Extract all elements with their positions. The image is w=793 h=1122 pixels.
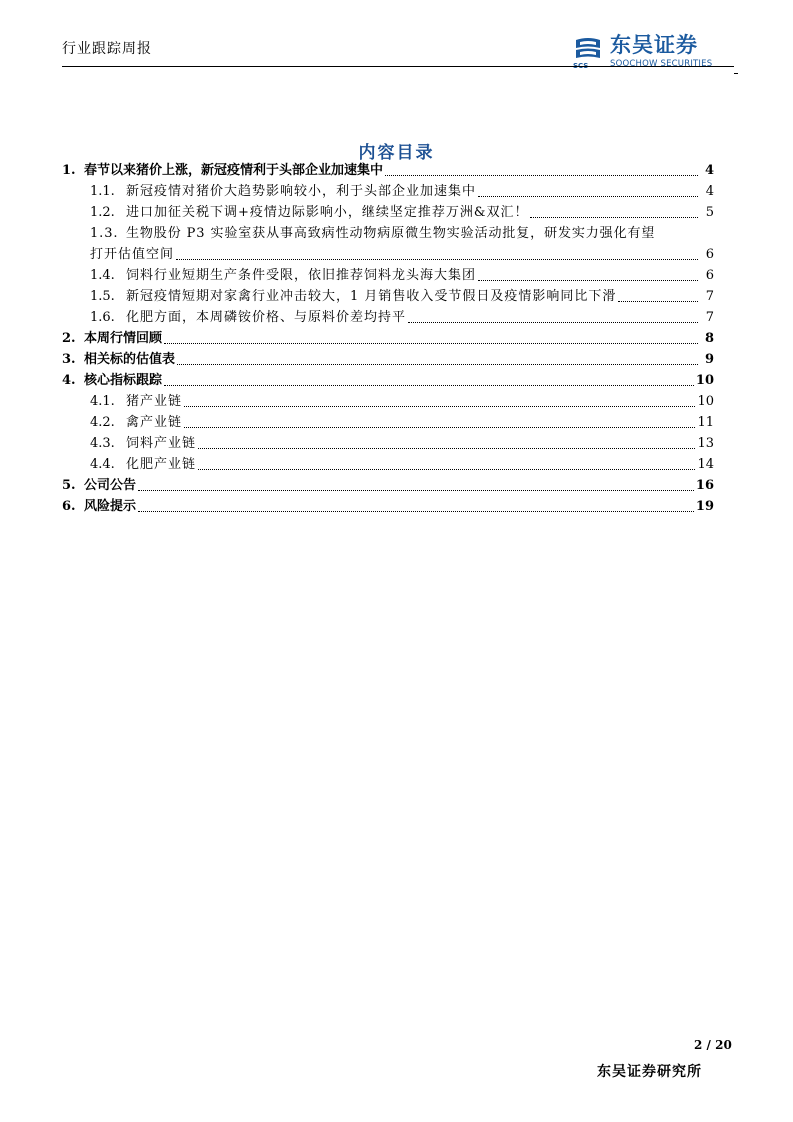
toc-entry-page: 9 xyxy=(704,352,714,367)
toc-entry-text: 饲料行业短期生产条件受限，依旧推荐饲料龙头海大集团 xyxy=(126,268,477,283)
toc-entry-3[interactable] xyxy=(62,351,714,369)
toc-entry-page: 10 xyxy=(697,394,714,409)
toc-leader-dots xyxy=(164,342,698,344)
toc-entry-page: 7 xyxy=(705,289,714,304)
toc-entry-page: 5 xyxy=(705,205,714,220)
toc-leader-dots xyxy=(385,174,698,176)
toc-entry-number: 4.2. xyxy=(90,415,115,430)
header-divider-tick xyxy=(734,73,738,74)
toc-entry-number: 1.4. xyxy=(90,268,115,283)
toc-entry-number: 1.3. xyxy=(90,226,119,241)
toc-entry-page: 6 xyxy=(705,268,714,283)
toc-entry-1-3-first-line[interactable] xyxy=(90,225,714,243)
toc-entry-4-4[interactable] xyxy=(62,456,714,474)
toc-entry-4-2[interactable] xyxy=(62,414,714,432)
page-indicator: 2 / 20 xyxy=(694,1038,732,1052)
toc-entry-text: 化肥产业链 xyxy=(126,457,197,472)
toc-entry-text: 公司公告 xyxy=(84,478,137,493)
toc-entry-number: 6. xyxy=(62,499,76,514)
toc-entry-number: 1.6. xyxy=(90,310,115,325)
toc-entry-1-4[interactable] xyxy=(62,267,714,285)
toc-entry-4[interactable] xyxy=(62,372,714,390)
toc-entry-1-1[interactable] xyxy=(62,183,714,201)
toc-entry-5[interactable] xyxy=(62,477,714,495)
toc-entry-page: 16 xyxy=(695,478,714,493)
toc-leader-dots xyxy=(198,447,695,449)
toc-leader-dots xyxy=(164,384,694,386)
toc-leader-dots xyxy=(530,216,698,218)
toc-entry-text: 新冠疫情短期对家禽行业冲击较大，1 月销售收入受节假日及疫情影响同比下滑 xyxy=(126,289,617,304)
toc-entry-number: 1.1. xyxy=(90,184,115,199)
toc-leader-dots xyxy=(618,300,698,302)
toc-entry-text: 化肥方面，本周磷铵价格、与原料价差均持平 xyxy=(126,310,407,325)
toc-entry-1[interactable] xyxy=(62,162,714,180)
toc-leader-dots xyxy=(184,405,695,407)
toc-entry-text: 风险提示 xyxy=(84,499,137,514)
toc-leader-dots xyxy=(478,279,698,281)
toc-entry-6[interactable] xyxy=(62,498,714,516)
toc-entry-text: 打开估值空间 xyxy=(90,247,175,262)
toc-leader-dots xyxy=(138,489,694,491)
toc-entry-number: 4.4. xyxy=(90,457,115,472)
toc-entry-page: 4 xyxy=(705,184,714,199)
toc-entry-number: 1.2. xyxy=(90,205,115,220)
toc-entry-text: 进口加征关税下调+疫情边际影响小，继续坚定推荐万洲&双汇！ xyxy=(126,205,529,220)
toc-entry-text: 相关标的估值表 xyxy=(84,352,176,367)
toc-entry-page: 13 xyxy=(697,436,714,451)
toc-entry-2[interactable] xyxy=(62,330,714,348)
toc-leader-dots xyxy=(198,468,695,470)
toc-entry-number: 4. xyxy=(62,373,76,388)
toc-entry-page: 11 xyxy=(697,415,714,430)
toc-leader-dots xyxy=(176,258,698,260)
toc-entry-number: 3. xyxy=(62,352,76,367)
toc-entry-4-1[interactable] xyxy=(62,393,714,411)
toc-entry-page: 7 xyxy=(705,310,714,325)
toc-entry-page: 4 xyxy=(704,163,714,178)
toc-entry-1-3[interactable] xyxy=(62,246,714,264)
toc-leader-dots xyxy=(138,510,694,512)
toc-entry-text: 饲料产业链 xyxy=(126,436,197,451)
toc-leader-dots xyxy=(478,195,698,197)
toc-entry-page: 14 xyxy=(697,457,714,472)
toc-entry-page: 19 xyxy=(695,499,714,514)
toc-leader-dots xyxy=(184,426,695,428)
toc-entry-number: 1.5. xyxy=(90,289,115,304)
toc-entry-number: 4.1. xyxy=(90,394,115,409)
toc-entry-number: 1. xyxy=(62,163,76,178)
toc-leader-dots xyxy=(177,363,698,365)
toc-entry-text: 禽产业链 xyxy=(126,415,183,430)
toc-title: 内容目录 xyxy=(358,143,435,163)
toc-entry-1-6[interactable] xyxy=(62,309,714,327)
toc-entry-text: 本周行情回顾 xyxy=(84,331,163,346)
report-type-label: 行业跟踪周报 xyxy=(62,41,152,57)
toc-entry-number: 5. xyxy=(62,478,76,493)
logo-english-name: SOOCHOW SECURITIES xyxy=(610,59,713,69)
toc-entry-text: 春节以来猪价上涨，新冠疫情利于头部企业加速集中 xyxy=(84,163,384,178)
toc-entry-number: 2. xyxy=(62,331,76,346)
toc-entry-page: 6 xyxy=(705,247,714,262)
toc-entry-text: 新冠疫情对猪价大趋势影响较小，利于头部企业加速集中 xyxy=(126,184,477,199)
toc-entry-1-2[interactable] xyxy=(62,204,714,222)
footer-institute: 东吴证券研究所 xyxy=(597,1064,702,1080)
toc-entry-4-3[interactable] xyxy=(62,435,714,453)
toc-entry-page: 8 xyxy=(704,331,714,346)
toc-entry-text: 核心指标跟踪 xyxy=(84,373,163,388)
header-divider xyxy=(62,66,734,67)
toc-entry-1-5[interactable] xyxy=(62,288,714,306)
logo-chinese-name: 东吴证券 xyxy=(610,33,698,57)
toc-entry-page: 10 xyxy=(695,373,714,388)
toc-entry-text-line1: 生物股份 P3 实验室获从事高致病性动物病原微生物实验活动批复，研发实力强化有望 xyxy=(126,226,656,241)
logo-abbreviation: SCS xyxy=(573,62,589,70)
toc-entry-number: 4.3. xyxy=(90,436,115,451)
toc-entry-text: 猪产业链 xyxy=(126,394,183,409)
toc-leader-dots xyxy=(408,321,698,323)
